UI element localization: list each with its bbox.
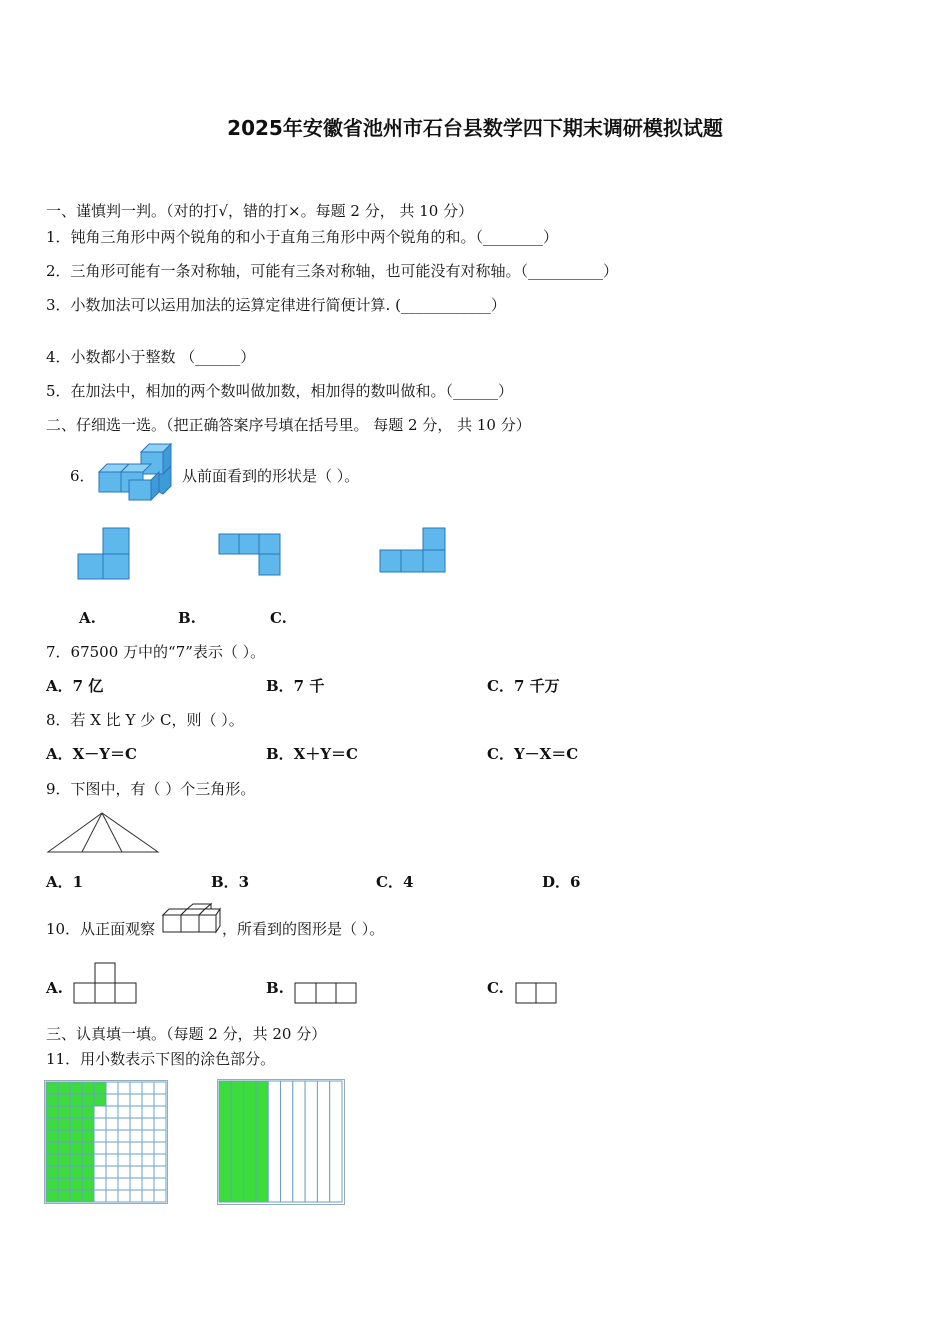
strip-column <box>330 1081 342 1202</box>
q9-option-a: A．1 <box>46 873 84 891</box>
q7-option-b: B．7 千 <box>266 677 325 695</box>
grid-cell-shaded <box>58 1178 70 1190</box>
grid-cell <box>154 1130 166 1142</box>
grid-cell-shaded <box>70 1142 82 1154</box>
grid-cell-shaded <box>82 1178 94 1190</box>
grid-cell-shaded <box>70 1130 82 1142</box>
grid-cell-shaded <box>82 1142 94 1154</box>
grid-cell <box>106 1082 118 1094</box>
grid-cell <box>154 1118 166 1130</box>
strip-column <box>305 1081 317 1202</box>
grid-cell-shaded <box>58 1082 70 1094</box>
question-8: 8．若 X 比 Y 少 C，则（ ）。 <box>46 711 244 729</box>
q6-option-c-figure <box>379 527 447 575</box>
grid-cell <box>142 1130 154 1142</box>
grid-cell <box>130 1178 142 1190</box>
grid-cell <box>118 1166 130 1178</box>
grid-cell-shaded <box>58 1106 70 1118</box>
q6-cube-figure <box>97 440 177 502</box>
grid-cell-shaded <box>82 1094 94 1106</box>
grid-cell-shaded <box>82 1190 94 1202</box>
grid-cell <box>106 1118 118 1130</box>
grid-cell <box>142 1082 154 1094</box>
grid-cell-shaded <box>46 1082 58 1094</box>
grid-cell <box>94 1154 106 1166</box>
grid-cell-shaded <box>58 1094 70 1106</box>
grid-cell <box>130 1118 142 1130</box>
grid-cell <box>142 1190 154 1202</box>
grid-cell <box>118 1154 130 1166</box>
strip-column <box>281 1081 293 1202</box>
grid-cell-shaded <box>82 1166 94 1178</box>
grid-cell-shaded <box>46 1190 58 1202</box>
grid-cell <box>130 1082 142 1094</box>
grid-cell-shaded <box>58 1130 70 1142</box>
grid-cell-shaded <box>70 1106 82 1118</box>
q6-option-b-label: B. <box>178 609 196 627</box>
grid-cell-shaded <box>58 1154 70 1166</box>
grid-cell-shaded <box>70 1094 82 1106</box>
grid-cell <box>142 1106 154 1118</box>
section-3-header: 三、认真填一填。（每题 2 分，共 20 分） <box>46 1025 327 1043</box>
q8-option-c: C．Y－X＝C <box>487 745 579 763</box>
grid-cell-shaded <box>58 1118 70 1130</box>
grid-cell-shaded <box>58 1166 70 1178</box>
grid-cell <box>142 1178 154 1190</box>
grid-cell <box>118 1094 130 1106</box>
grid-cell <box>154 1082 166 1094</box>
q10-option-a-figure <box>73 962 137 1005</box>
q7-option-a: A．7 亿 <box>46 677 104 695</box>
grid-cell-shaded <box>46 1106 58 1118</box>
grid-cell <box>154 1190 166 1202</box>
grid-cell <box>118 1142 130 1154</box>
grid-cell-shaded <box>46 1142 58 1154</box>
question-3: 3．小数加法可以运用加法的运算定律进行简便计算. (____________） <box>46 296 506 314</box>
q11-ten-strip <box>217 1079 345 1205</box>
grid-cell <box>130 1094 142 1106</box>
strip-column <box>317 1081 329 1202</box>
page-title: 2025年安徽省池州市石台县数学四下期末调研模拟试题 <box>227 116 723 140</box>
grid-cell <box>142 1118 154 1130</box>
grid-cell-shaded <box>70 1166 82 1178</box>
grid-cell-shaded <box>46 1178 58 1190</box>
grid-cell-shaded <box>70 1178 82 1190</box>
q8-option-b: B．X＋Y＝C <box>266 745 358 763</box>
question-10-prefix: 10．从正面观察 <box>46 920 156 938</box>
grid-cell <box>106 1190 118 1202</box>
strip-column <box>293 1081 305 1202</box>
grid-cell <box>94 1118 106 1130</box>
grid-cell <box>118 1130 130 1142</box>
grid-cell-shaded <box>70 1118 82 1130</box>
grid-cell <box>118 1178 130 1190</box>
grid-cell <box>130 1166 142 1178</box>
grid-cell <box>94 1130 106 1142</box>
grid-cell <box>106 1142 118 1154</box>
question-6-text: 从前面看到的形状是（ ）。 <box>182 467 360 485</box>
grid-cell-shaded <box>58 1142 70 1154</box>
grid-cell-shaded <box>82 1106 94 1118</box>
q9-option-c: C．4 <box>376 873 414 891</box>
q6-option-b-figure <box>218 533 282 577</box>
grid-cell <box>142 1094 154 1106</box>
grid-cell <box>154 1106 166 1118</box>
grid-cell <box>118 1190 130 1202</box>
grid-cell <box>130 1142 142 1154</box>
q10-option-c-figure <box>515 982 559 1005</box>
grid-cell <box>154 1094 166 1106</box>
grid-cell-shaded <box>70 1154 82 1166</box>
question-10-suffix: ，所看到的图形是（ ）。 <box>222 920 385 938</box>
question-9: 9．下图中，有（ ）个三角形。 <box>46 780 256 798</box>
grid-cell-shaded <box>82 1118 94 1130</box>
q10-option-b-label: B. <box>266 979 284 997</box>
grid-cell <box>106 1166 118 1178</box>
grid-cell <box>94 1166 106 1178</box>
grid-cell-shaded <box>94 1082 106 1094</box>
grid-cell <box>130 1106 142 1118</box>
grid-cell <box>118 1082 130 1094</box>
q11-hundred-grid <box>44 1080 168 1204</box>
grid-cell <box>106 1130 118 1142</box>
section-2-header: 二、仔细选一选。（把正确答案序号填在括号里。 每题 2 分， 共 10 分） <box>46 416 531 434</box>
grid-cell-shaded <box>58 1190 70 1202</box>
q7-option-c: C．7 千万 <box>487 677 560 695</box>
grid-cell-shaded <box>82 1130 94 1142</box>
grid-cell-shaded <box>70 1190 82 1202</box>
grid-cell <box>142 1142 154 1154</box>
grid-cell-shaded <box>82 1082 94 1094</box>
grid-cell <box>154 1166 166 1178</box>
grid-cell <box>118 1106 130 1118</box>
grid-cell-shaded <box>46 1118 58 1130</box>
grid-cell <box>130 1154 142 1166</box>
grid-cell-shaded <box>46 1166 58 1178</box>
grid-cell-shaded <box>82 1154 94 1166</box>
grid-cell <box>118 1118 130 1130</box>
grid-cell <box>106 1106 118 1118</box>
question-11: 11．用小数表示下图的涂色部分。 <box>46 1050 276 1068</box>
grid-cell <box>154 1154 166 1166</box>
question-2: 2．三角形可能有一条对称轴，可能有三条对称轴，也可能没有对称轴。（__________） <box>46 262 619 280</box>
q8-option-a: A．X－Y＝C <box>46 745 137 763</box>
strip-column-shaded <box>256 1081 268 1202</box>
grid-cell-shaded <box>70 1082 82 1094</box>
strip-column-shaded <box>231 1081 243 1202</box>
question-5: 5．在加法中，相加的两个数叫做加数，相加得的数叫做和。（______） <box>46 382 514 400</box>
grid-cell <box>154 1142 166 1154</box>
grid-cell <box>94 1190 106 1202</box>
strip-column-shaded <box>244 1081 256 1202</box>
question-6-number: 6． <box>70 467 95 485</box>
grid-cell <box>94 1178 106 1190</box>
grid-cell <box>106 1154 118 1166</box>
grid-cell-shaded <box>46 1094 58 1106</box>
q9-option-d: D．6 <box>542 873 581 891</box>
question-1: 1．钝角三角形中两个锐角的和小于直角三角形中两个锐角的和。（________） <box>46 228 559 246</box>
section-1-header: 一、谨慎判一判。（对的打√，错的打×。每题 2 分， 共 10 分） <box>46 202 474 220</box>
grid-cell-shaded <box>46 1154 58 1166</box>
grid-cell-shaded <box>94 1094 106 1106</box>
grid-cell <box>106 1178 118 1190</box>
grid-cell-shaded <box>46 1130 58 1142</box>
question-4: 4．小数都小于整数 （______） <box>46 348 256 366</box>
grid-cell <box>130 1130 142 1142</box>
grid-cell <box>142 1154 154 1166</box>
q6-option-c-label: C. <box>270 609 287 627</box>
grid-cell <box>94 1142 106 1154</box>
grid-cell <box>130 1190 142 1202</box>
strip-column <box>268 1081 280 1202</box>
strip-column-shaded <box>219 1081 231 1202</box>
grid-cell <box>106 1094 118 1106</box>
grid-cell <box>94 1106 106 1118</box>
q10-option-b-figure <box>294 982 358 1005</box>
q9-triangle-figure <box>46 811 160 855</box>
q9-option-b: B．3 <box>211 873 250 891</box>
q6-option-a-label: A. <box>79 609 96 627</box>
q6-option-a-figure <box>77 527 131 581</box>
q10-blocks-figure <box>162 903 222 935</box>
question-7: 7．67500 万中的“7”表示（ ）。 <box>46 643 266 661</box>
q10-option-c-label: C. <box>487 979 504 997</box>
grid-cell <box>154 1178 166 1190</box>
q10-option-a-label: A. <box>46 979 63 997</box>
grid-cell <box>142 1166 154 1178</box>
